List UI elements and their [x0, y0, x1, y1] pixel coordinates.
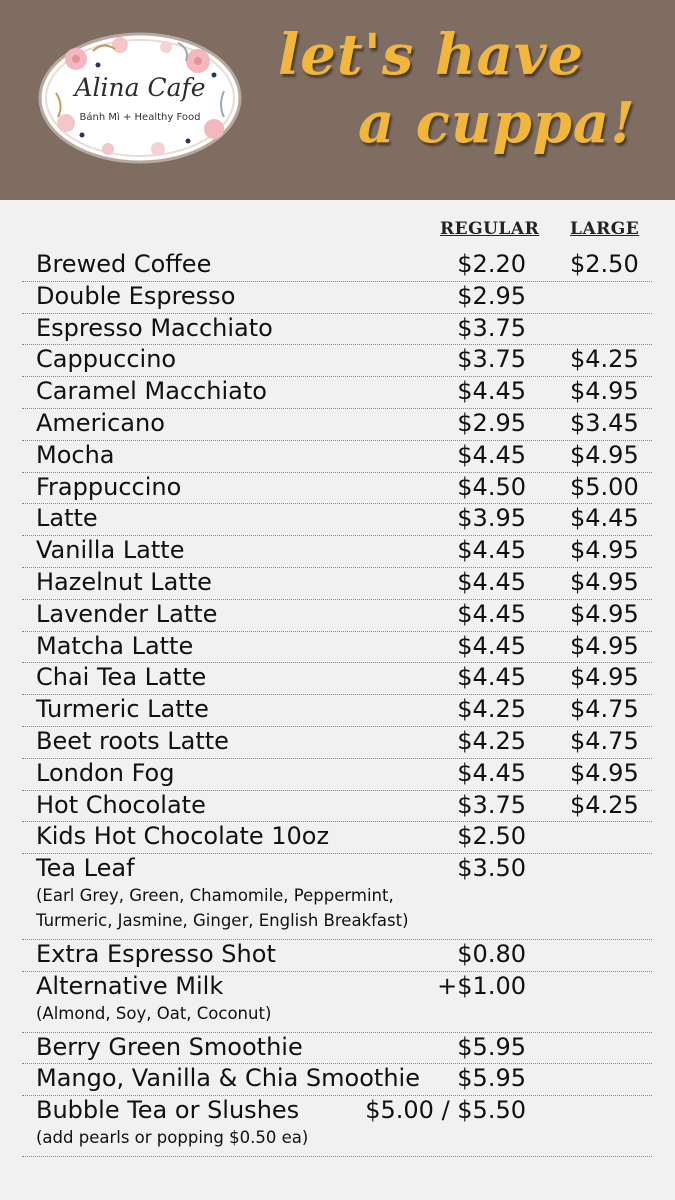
tagline-line-1: let's have — [278, 22, 585, 88]
logo-title: Alina Cafe — [74, 73, 206, 102]
menu-item-note: (Almond, Soy, Oat, Coconut) — [36, 1003, 272, 1023]
menu-item — [22, 440, 652, 473]
menu-item — [22, 376, 652, 409]
price-regular: $2.95 — [457, 281, 526, 310]
price-regular: $4.45 — [457, 536, 526, 565]
menu-item-name: London Fog — [36, 758, 175, 787]
menu-item-name: Turmeric Latte — [36, 695, 209, 724]
price-regular: $5.00 / $5.50 — [365, 1096, 526, 1125]
zigzag-border — [0, 180, 675, 204]
menu-item-note: (Earl Grey, Green, Chamomile, Peppermint, — [36, 886, 394, 906]
price-regular: $5.95 — [457, 1064, 526, 1093]
price-large: $3.45 — [570, 409, 639, 437]
price-large: $4.95 — [570, 663, 639, 692]
price-regular: $4.45 — [457, 758, 526, 787]
tagline-line-2: a cuppa! — [358, 90, 636, 156]
menu-item-name: Latte — [36, 504, 98, 533]
price-regular: +$1.00 — [437, 971, 526, 1000]
price-large: $4.45 — [570, 504, 639, 533]
price-regular: $0.80 — [457, 940, 526, 968]
price-regular: $3.50 — [457, 854, 526, 883]
menu-item-name: Brewed Coffee — [36, 250, 212, 278]
menu-item-name: Berry Green Smoothie — [36, 1032, 303, 1061]
column-header-regular: REGULAR — [440, 219, 540, 239]
price-regular: $4.25 — [457, 695, 526, 724]
price-regular: $3.75 — [457, 345, 526, 374]
menu-item-name: Kids Hot Chocolate 10oz — [36, 822, 330, 851]
menu-item-name: Alternative Milk — [36, 971, 224, 1000]
menu-item-name: Hot Chocolate — [36, 790, 206, 819]
menu-item — [22, 853, 652, 940]
price-regular: $4.45 — [457, 568, 526, 596]
menu-item-name: Frappuccino — [36, 472, 182, 501]
menu-item-name: Mango, Vanilla & Chia Smoothie — [36, 1064, 420, 1093]
price-regular: $4.45 — [457, 599, 526, 628]
logo-subtitle: Bánh Mì + Healthy Food — [79, 112, 201, 123]
price-regular: $3.75 — [457, 790, 526, 819]
menu-item-name: Cappuccino — [36, 345, 177, 374]
menu-item-name: Bubble Tea or Slushes — [36, 1096, 300, 1125]
menu-item-name: Espresso Macchiato — [36, 313, 273, 342]
menu-item-name: Americano — [36, 409, 165, 437]
price-large: $4.95 — [570, 631, 639, 660]
price-regular: $3.75 — [457, 313, 526, 342]
menu-item-name: Lavender Latte — [36, 599, 218, 628]
price-regular: $4.45 — [457, 663, 526, 692]
menu-item-name: Mocha — [36, 440, 115, 469]
menu-item — [22, 939, 652, 972]
column-header-large: LARGE — [570, 219, 640, 239]
menu-item — [22, 281, 652, 314]
price-large: $4.75 — [570, 727, 639, 755]
menu-item — [22, 472, 652, 505]
menu-item-name: Matcha Latte — [36, 631, 194, 660]
price-regular: $4.50 — [457, 472, 526, 501]
price-large: $4.75 — [570, 695, 639, 724]
price-regular: $5.95 — [457, 1032, 526, 1061]
logo — [38, 31, 242, 165]
price-large: $4.95 — [570, 440, 639, 469]
menu-item-name: Tea Leaf — [36, 854, 135, 883]
menu-item — [22, 694, 652, 727]
menu-item-name: Beet roots Latte — [36, 727, 229, 755]
menu-item — [22, 1095, 652, 1157]
menu-item — [22, 631, 652, 664]
price-large: $5.00 — [570, 472, 639, 501]
menu-item-name: Extra Espresso Shot — [36, 940, 276, 968]
price-large: $4.25 — [570, 790, 639, 819]
price-large: $4.95 — [570, 568, 639, 596]
price-regular: $2.50 — [457, 822, 526, 851]
price-large: $4.95 — [570, 536, 639, 565]
menu-item — [22, 1032, 652, 1065]
price-large: $4.95 — [570, 377, 639, 406]
menu-item-name: Double Espresso — [36, 281, 236, 310]
price-regular: $4.45 — [457, 440, 526, 469]
menu-item-name: Chai Tea Latte — [36, 663, 207, 692]
price-regular: $4.25 — [457, 727, 526, 755]
menu-item-name: Hazelnut Latte — [36, 568, 212, 596]
price-regular: $2.20 — [457, 250, 526, 278]
menu-item — [22, 758, 652, 791]
price-regular: $4.45 — [457, 631, 526, 660]
menu-item — [22, 790, 652, 823]
price-regular: $4.45 — [457, 377, 526, 406]
menu-item — [22, 662, 652, 695]
menu-item — [22, 726, 652, 759]
menu-item — [22, 344, 652, 377]
menu-item — [22, 599, 652, 632]
menu-item — [22, 567, 652, 600]
menu-item-name: Vanilla Latte — [36, 536, 185, 565]
menu-item — [22, 313, 652, 346]
menu-item — [22, 971, 652, 1033]
price-large: $4.95 — [570, 758, 639, 787]
menu-item — [22, 1063, 652, 1096]
price-regular: $3.95 — [457, 504, 526, 533]
price-regular: $2.95 — [457, 409, 526, 437]
price-large: $2.50 — [570, 250, 639, 278]
menu-item-note: Turmeric, Jasmine, Ginger, English Breakfast) — [36, 911, 409, 931]
menu-item-name: Caramel Macchiato — [36, 377, 267, 406]
menu-item — [22, 821, 652, 854]
menu-item — [22, 249, 652, 282]
price-large: $4.95 — [570, 599, 639, 628]
price-large: $4.25 — [570, 345, 639, 374]
menu-item-note: (add pearls or popping $0.50 ea) — [36, 1128, 309, 1148]
menu-item — [22, 535, 652, 568]
menu-item — [22, 503, 652, 536]
menu-item — [22, 408, 652, 441]
